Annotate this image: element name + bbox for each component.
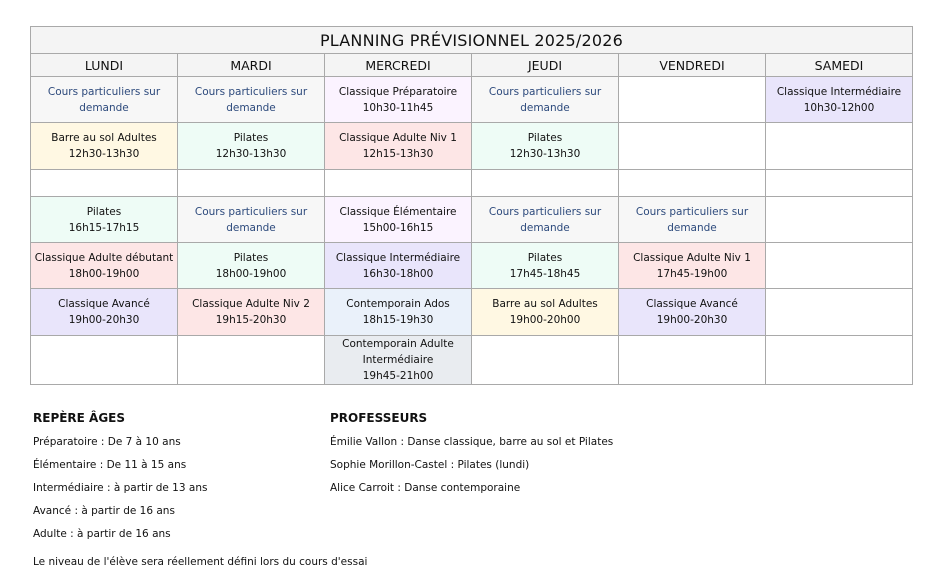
class-label: Pilates <box>527 251 563 264</box>
class-time: 19h00-20h30 <box>656 314 728 326</box>
class-cell <box>325 243 472 289</box>
class-cell <box>472 123 619 170</box>
class-label: Cours particuliers sur <box>488 205 602 218</box>
day-header-mardi: MARDI <box>178 54 325 77</box>
schedule-row <box>31 243 913 289</box>
class-cell <box>766 77 913 123</box>
empty-cell <box>472 170 619 197</box>
class-label: Pilates <box>86 205 122 218</box>
class-cell <box>472 289 619 336</box>
empty-cell <box>766 289 913 336</box>
empty-cell <box>619 77 766 123</box>
age-legend-title: REPÈRE ÂGES <box>33 411 126 425</box>
class-cell <box>31 197 178 243</box>
class-cell <box>178 289 325 336</box>
schedule-table <box>30 26 913 385</box>
day-header-jeudi: JEUDI <box>472 54 619 77</box>
class-time: 18h00-19h00 <box>215 267 287 280</box>
class-label: demande <box>226 101 276 114</box>
class-time: 15h00-16h15 <box>362 221 434 234</box>
age-legend-item: Préparatoire : De 7 à 10 ans <box>33 436 181 448</box>
class-label: Classique Adulte débutant <box>34 251 174 264</box>
class-cell <box>325 197 472 243</box>
empty-cell <box>31 170 178 197</box>
class-cell <box>619 243 766 289</box>
day-header-vendredi: VENDREDI <box>619 54 766 77</box>
class-time: 18h15-19h30 <box>362 314 434 326</box>
class-cell <box>31 289 178 336</box>
class-time: 12h30-13h30 <box>68 148 140 160</box>
empty-cell <box>472 336 619 385</box>
class-label: Pilates <box>233 251 269 264</box>
class-label: Cours particuliers sur <box>47 85 161 98</box>
professor-item: Alice Carroit : Danse contemporaine <box>330 482 521 494</box>
schedule-row <box>31 197 913 243</box>
class-label: Classique Adulte Niv 1 <box>339 132 457 144</box>
class-cell <box>178 123 325 170</box>
empty-cell <box>619 123 766 170</box>
empty-cell <box>766 243 913 289</box>
class-cell <box>619 197 766 243</box>
empty-cell <box>766 336 913 385</box>
schedule-body <box>31 77 913 385</box>
age-legend <box>33 410 207 549</box>
class-cell <box>472 243 619 289</box>
class-time: 10h30-12h00 <box>803 101 875 114</box>
class-label: Contemporain Adulte <box>342 338 454 350</box>
empty-cell <box>325 170 472 197</box>
class-cell <box>472 77 619 123</box>
class-time: 16h15-17h15 <box>68 221 140 234</box>
class-label: Intermédiaire <box>362 354 434 366</box>
class-label: demande <box>520 221 570 234</box>
professors-title: PROFESSEURS <box>330 411 428 425</box>
class-cell <box>178 77 325 123</box>
day-header-lundi: LUNDI <box>31 54 178 77</box>
class-time: 16h30-18h00 <box>362 267 434 280</box>
class-time: 19h00-20h00 <box>509 314 581 326</box>
professor-item: Sophie Morillon-Castel : Pilates (lundi) <box>330 459 530 471</box>
class-label: Cours particuliers sur <box>488 85 602 98</box>
class-time: 12h15-13h30 <box>362 148 434 160</box>
class-label: Cours particuliers sur <box>194 85 308 98</box>
class-cell <box>31 123 178 170</box>
class-time: 12h30-13h30 <box>509 148 581 160</box>
class-time: 17h45-18h45 <box>509 267 581 280</box>
class-label: Classique Intermédiaire <box>776 85 902 98</box>
empty-cell <box>178 336 325 385</box>
schedule-row <box>31 77 913 123</box>
empty-cell <box>766 123 913 170</box>
schedule-row <box>31 336 913 385</box>
level-note: Le niveau de l'élève sera réellement défini lors du cours d'essai <box>33 556 368 568</box>
class-cell <box>325 336 472 385</box>
class-time: 19h00-20h30 <box>68 314 140 326</box>
class-label: Classique Adulte Niv 1 <box>633 251 751 264</box>
class-time: 12h30-13h30 <box>215 148 287 160</box>
class-label: demande <box>79 101 129 114</box>
empty-cell <box>619 170 766 197</box>
class-cell <box>325 77 472 123</box>
class-cell <box>619 289 766 336</box>
class-label: Classique Élémentaire <box>339 205 457 218</box>
class-cell <box>325 123 472 170</box>
class-label: Pilates <box>233 132 269 144</box>
class-label: Classique Avancé <box>58 298 150 310</box>
class-label: demande <box>520 101 570 114</box>
day-header-samedi: SAMEDI <box>766 54 913 77</box>
class-time: 19h45-21h00 <box>362 370 434 382</box>
day-header-mercredi: MERCREDI <box>325 54 472 77</box>
age-legend-item: Adulte : à partir de 16 ans <box>33 528 171 540</box>
class-label: Classique Préparatoire <box>338 85 458 98</box>
class-label: demande <box>667 221 717 234</box>
class-label: demande <box>226 221 276 234</box>
empty-cell <box>619 336 766 385</box>
class-label: Cours particuliers sur <box>194 205 308 218</box>
class-label: Classique Avancé <box>646 298 738 310</box>
class-label: Barre au sol Adultes <box>492 298 598 310</box>
class-cell <box>178 197 325 243</box>
class-label: Cours particuliers sur <box>635 205 749 218</box>
schedule-row <box>31 123 913 170</box>
planning-title: PLANNING PRÉVISIONNEL 2025/2026 <box>31 27 913 54</box>
day-header-row <box>31 54 913 77</box>
schedule-row <box>31 289 913 336</box>
class-cell <box>325 289 472 336</box>
class-cell <box>472 197 619 243</box>
class-label: Contemporain Ados <box>346 298 450 310</box>
age-legend-item: Avancé : à partir de 16 ans <box>33 505 175 517</box>
class-cell <box>31 243 178 289</box>
empty-cell <box>766 197 913 243</box>
class-time: 17h45-19h00 <box>656 267 728 280</box>
class-label: Classique Intermédiaire <box>335 251 461 264</box>
professor-item: Émilie Vallon : Danse classique, barre au sol et Pilates <box>330 436 614 448</box>
class-time: 19h15-20h30 <box>215 314 287 326</box>
class-time: 10h30-11h45 <box>362 101 434 114</box>
empty-cell <box>31 336 178 385</box>
class-label: Barre au sol Adultes <box>51 132 157 144</box>
class-label: Pilates <box>527 132 563 144</box>
class-cell <box>31 77 178 123</box>
age-legend-item: Élémentaire : De 11 à 15 ans <box>33 459 187 471</box>
class-cell <box>178 243 325 289</box>
class-time: 18h00-19h00 <box>68 267 140 280</box>
empty-cell <box>766 170 913 197</box>
professors-list <box>330 410 613 503</box>
class-label: Classique Adulte Niv 2 <box>192 298 310 310</box>
age-legend-item: Intermédiaire : à partir de 13 ans <box>33 482 208 494</box>
schedule-row <box>31 170 913 197</box>
empty-cell <box>178 170 325 197</box>
